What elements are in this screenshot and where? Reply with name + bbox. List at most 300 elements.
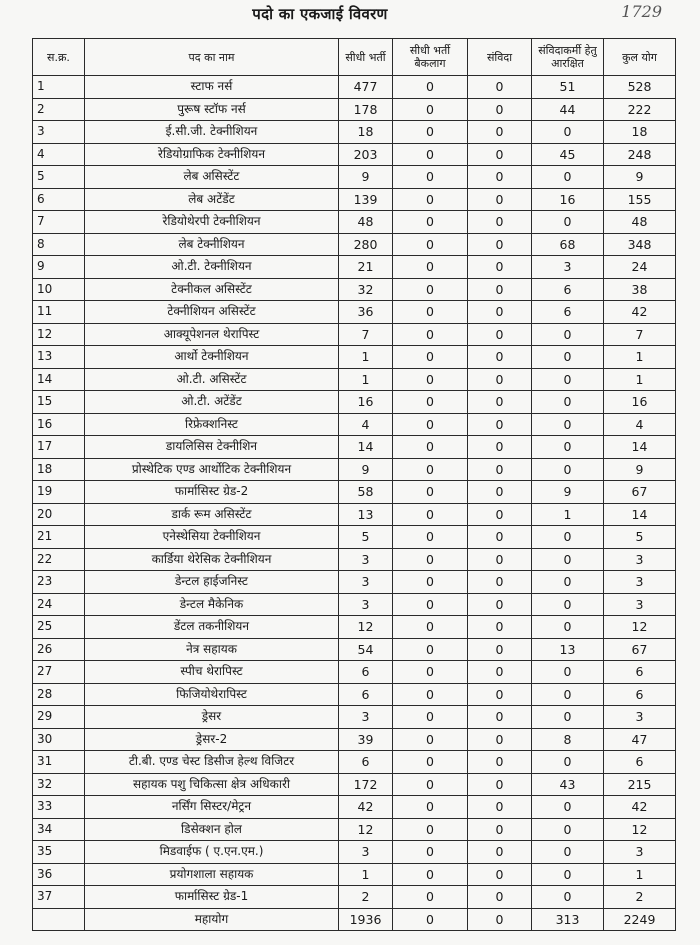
cell-direct: 54 <box>339 638 393 661</box>
cell-backlog: 0 <box>393 98 468 121</box>
cell-post-name: रेडियोथेरपी टेक्नीशियन <box>85 211 339 234</box>
cell-post-name: फिजियोथेरापिस्ट <box>85 683 339 706</box>
cell-total: 6 <box>604 683 676 706</box>
cell-reserved: 43 <box>532 773 604 796</box>
cell-direct: 2 <box>339 886 393 909</box>
cell-contract: 0 <box>468 796 532 819</box>
cell-backlog: 0 <box>393 908 468 931</box>
cell-serial: 29 <box>33 706 85 729</box>
cell-contract: 0 <box>468 728 532 751</box>
cell-post-name: ड्रेसर <box>85 706 339 729</box>
cell-total: 3 <box>604 548 676 571</box>
cell-reserved: 313 <box>532 908 604 931</box>
cell-backlog: 0 <box>393 346 468 369</box>
cell-contract: 0 <box>468 278 532 301</box>
cell-reserved: 8 <box>532 728 604 751</box>
cell-backlog: 0 <box>393 413 468 436</box>
cell-reserved: 0 <box>532 818 604 841</box>
cell-direct: 13 <box>339 503 393 526</box>
cell-reserved: 0 <box>532 346 604 369</box>
cell-post-name: पुरूष स्टॉफ नर्स <box>85 98 339 121</box>
cell-backlog: 0 <box>393 818 468 841</box>
cell-contract: 0 <box>468 211 532 234</box>
cell-total: 38 <box>604 278 676 301</box>
cell-contract: 0 <box>468 818 532 841</box>
cell-contract: 0 <box>468 503 532 526</box>
cell-reserved: 0 <box>532 548 604 571</box>
cell-direct: 178 <box>339 98 393 121</box>
cell-total: 2249 <box>604 908 676 931</box>
cell-post-name: डेन्टल हाईजनिस्ट <box>85 571 339 594</box>
cell-post-name: लेब अटेंडेंट <box>85 188 339 211</box>
cell-post-name: रिफ्रेक्शनिस्ट <box>85 413 339 436</box>
header-serial: स.क्र. <box>33 39 85 76</box>
cell-contract: 0 <box>468 593 532 616</box>
cell-serial: 12 <box>33 323 85 346</box>
cell-direct: 6 <box>339 751 393 774</box>
table-row <box>33 863 676 886</box>
cell-direct: 32 <box>339 278 393 301</box>
cell-reserved: 1 <box>532 503 604 526</box>
cell-post-name: फार्मासिस्ट ग्रेड-2 <box>85 481 339 504</box>
cell-serial: 14 <box>33 368 85 391</box>
cell-backlog: 0 <box>393 436 468 459</box>
cell-backlog: 0 <box>393 548 468 571</box>
cell-contract: 0 <box>468 458 532 481</box>
cell-contract: 0 <box>468 121 532 144</box>
cell-direct: 39 <box>339 728 393 751</box>
cell-direct: 203 <box>339 143 393 166</box>
cell-serial: 26 <box>33 638 85 661</box>
total-row <box>33 908 676 931</box>
cell-contract: 0 <box>468 166 532 189</box>
cell-post-name: टी.बी. एण्ड चेस्ट डिसीज हेल्थ विजिटर <box>85 751 339 774</box>
cell-backlog: 0 <box>393 683 468 706</box>
cell-total: 5 <box>604 526 676 549</box>
cell-reserved: 0 <box>532 436 604 459</box>
cell-reserved: 6 <box>532 301 604 324</box>
posts-summary-table <box>32 38 676 931</box>
cell-backlog: 0 <box>393 188 468 211</box>
cell-serial: 1 <box>33 76 85 99</box>
cell-direct: 12 <box>339 818 393 841</box>
table-row <box>33 773 676 796</box>
table-row <box>33 368 676 391</box>
cell-direct: 3 <box>339 571 393 594</box>
header-direct-recruitment: सीधी भर्ती <box>339 39 393 76</box>
cell-total: 7 <box>604 323 676 346</box>
cell-total: 2 <box>604 886 676 909</box>
cell-direct: 21 <box>339 256 393 279</box>
table-row <box>33 616 676 639</box>
cell-reserved: 68 <box>532 233 604 256</box>
cell-post-name: लेब असिस्टेंट <box>85 166 339 189</box>
cell-total: 14 <box>604 436 676 459</box>
cell-total: 67 <box>604 638 676 661</box>
cell-backlog: 0 <box>393 638 468 661</box>
cell-post-name: मिडवाईफ ( ए.एन.एम.) <box>85 841 339 864</box>
cell-total: 67 <box>604 481 676 504</box>
cell-reserved: 6 <box>532 278 604 301</box>
cell-post-name: टेक्नीकल असिस्टेंट <box>85 278 339 301</box>
cell-reserved: 0 <box>532 796 604 819</box>
cell-reserved: 0 <box>532 166 604 189</box>
cell-backlog: 0 <box>393 323 468 346</box>
cell-backlog: 0 <box>393 773 468 796</box>
cell-backlog: 0 <box>393 503 468 526</box>
table-row <box>33 346 676 369</box>
cell-total: 3 <box>604 571 676 594</box>
cell-direct: 42 <box>339 796 393 819</box>
cell-direct: 16 <box>339 391 393 414</box>
cell-post-name: ई.सी.जी. टेक्नीशियन <box>85 121 339 144</box>
cell-direct: 3 <box>339 841 393 864</box>
cell-backlog: 0 <box>393 211 468 234</box>
cell-total: 1 <box>604 368 676 391</box>
cell-serial: 35 <box>33 841 85 864</box>
cell-post-name: रेडियोग्राफिक टेक्नीशियन <box>85 143 339 166</box>
cell-direct: 6 <box>339 683 393 706</box>
cell-total: 18 <box>604 121 676 144</box>
cell-direct: 5 <box>339 526 393 549</box>
cell-total: 3 <box>604 706 676 729</box>
cell-direct: 172 <box>339 773 393 796</box>
table-row <box>33 886 676 909</box>
cell-serial <box>33 908 85 931</box>
cell-contract: 0 <box>468 886 532 909</box>
cell-serial: 36 <box>33 863 85 886</box>
cell-reserved: 0 <box>532 368 604 391</box>
cell-post-name: स्टाफ नर्स <box>85 76 339 99</box>
table-row <box>33 391 676 414</box>
cell-direct: 280 <box>339 233 393 256</box>
cell-reserved: 0 <box>532 413 604 436</box>
cell-contract: 0 <box>468 661 532 684</box>
cell-serial: 37 <box>33 886 85 909</box>
cell-reserved: 0 <box>532 751 604 774</box>
cell-contract: 0 <box>468 323 532 346</box>
cell-reserved: 51 <box>532 76 604 99</box>
cell-backlog: 0 <box>393 526 468 549</box>
cell-contract: 0 <box>468 143 532 166</box>
cell-contract: 0 <box>468 76 532 99</box>
cell-contract: 0 <box>468 616 532 639</box>
table-header-row <box>33 39 676 76</box>
cell-contract: 0 <box>468 638 532 661</box>
table-row <box>33 796 676 819</box>
cell-post-name: एनेस्थेसिया टेक्नीशियन <box>85 526 339 549</box>
cell-backlog: 0 <box>393 616 468 639</box>
cell-serial: 21 <box>33 526 85 549</box>
cell-direct: 36 <box>339 301 393 324</box>
cell-post-name: डेंटल तकनीशियन <box>85 616 339 639</box>
table-row <box>33 571 676 594</box>
cell-serial: 34 <box>33 818 85 841</box>
table-row <box>33 481 676 504</box>
cell-total: 3 <box>604 841 676 864</box>
cell-backlog: 0 <box>393 481 468 504</box>
cell-backlog: 0 <box>393 256 468 279</box>
header-grand-total: कुल योग <box>604 39 676 76</box>
cell-backlog: 0 <box>393 301 468 324</box>
cell-reserved: 3 <box>532 256 604 279</box>
cell-contract: 0 <box>468 706 532 729</box>
header-direct-backlog: सीधी भर्ती बैकलाग <box>393 39 468 76</box>
table-row <box>33 683 676 706</box>
total-label: महायोग <box>85 908 339 931</box>
cell-contract: 0 <box>468 571 532 594</box>
cell-contract: 0 <box>468 413 532 436</box>
cell-reserved: 0 <box>532 458 604 481</box>
cell-direct: 139 <box>339 188 393 211</box>
cell-total: 9 <box>604 458 676 481</box>
cell-backlog: 0 <box>393 661 468 684</box>
table-row <box>33 548 676 571</box>
cell-reserved: 0 <box>532 211 604 234</box>
cell-total: 6 <box>604 751 676 774</box>
cell-serial: 6 <box>33 188 85 211</box>
cell-contract: 0 <box>468 908 532 931</box>
cell-backlog: 0 <box>393 706 468 729</box>
cell-direct: 1 <box>339 863 393 886</box>
cell-direct: 9 <box>339 166 393 189</box>
cell-backlog: 0 <box>393 593 468 616</box>
cell-total: 16 <box>604 391 676 414</box>
cell-post-name: ड्रेसर-2 <box>85 728 339 751</box>
table-row <box>33 278 676 301</box>
cell-serial: 24 <box>33 593 85 616</box>
cell-total: 155 <box>604 188 676 211</box>
cell-backlog: 0 <box>393 571 468 594</box>
header-post-name: पद का नाम <box>85 39 339 76</box>
cell-direct: 58 <box>339 481 393 504</box>
cell-post-name: ओ.टी. अटेंडेंट <box>85 391 339 414</box>
cell-reserved: 0 <box>532 863 604 886</box>
table-row <box>33 818 676 841</box>
cell-reserved: 0 <box>532 841 604 864</box>
cell-contract: 0 <box>468 751 532 774</box>
table-row <box>33 593 676 616</box>
cell-total: 528 <box>604 76 676 99</box>
cell-post-name: नर्सिंग सिस्टर/मेट्रन <box>85 796 339 819</box>
cell-direct: 3 <box>339 593 393 616</box>
cell-post-name: नेत्र सहायक <box>85 638 339 661</box>
cell-contract: 0 <box>468 346 532 369</box>
cell-post-name: डेन्टल मैकेनिक <box>85 593 339 616</box>
cell-post-name: डार्क रूम असिस्टेंट <box>85 503 339 526</box>
cell-reserved: 0 <box>532 683 604 706</box>
table-row <box>33 728 676 751</box>
cell-backlog: 0 <box>393 841 468 864</box>
cell-post-name: फार्मासिस्ट ग्रेड-1 <box>85 886 339 909</box>
cell-contract: 0 <box>468 233 532 256</box>
table-row <box>33 166 676 189</box>
table-row <box>33 526 676 549</box>
cell-contract: 0 <box>468 188 532 211</box>
table-row <box>33 121 676 144</box>
table-row <box>33 458 676 481</box>
cell-reserved: 0 <box>532 661 604 684</box>
cell-backlog: 0 <box>393 278 468 301</box>
cell-serial: 22 <box>33 548 85 571</box>
cell-serial: 16 <box>33 413 85 436</box>
cell-direct: 1936 <box>339 908 393 931</box>
cell-serial: 4 <box>33 143 85 166</box>
cell-post-name: डायलिसिस टेक्नीशिन <box>85 436 339 459</box>
cell-serial: 30 <box>33 728 85 751</box>
cell-reserved: 0 <box>532 616 604 639</box>
cell-contract: 0 <box>468 548 532 571</box>
cell-post-name: आक्यूपेशनल थेरापिस्ट <box>85 323 339 346</box>
cell-serial: 8 <box>33 233 85 256</box>
cell-total: 348 <box>604 233 676 256</box>
cell-direct: 14 <box>339 436 393 459</box>
cell-serial: 10 <box>33 278 85 301</box>
cell-direct: 6 <box>339 661 393 684</box>
cell-reserved: 0 <box>532 593 604 616</box>
cell-direct: 1 <box>339 346 393 369</box>
cell-backlog: 0 <box>393 728 468 751</box>
cell-total: 6 <box>604 661 676 684</box>
cell-post-name: आर्थो टेक्नीशियन <box>85 346 339 369</box>
cell-serial: 13 <box>33 346 85 369</box>
cell-reserved: 0 <box>532 706 604 729</box>
cell-contract: 0 <box>468 436 532 459</box>
cell-contract: 0 <box>468 841 532 864</box>
header-contract: संविदा <box>468 39 532 76</box>
cell-serial: 20 <box>33 503 85 526</box>
cell-backlog: 0 <box>393 886 468 909</box>
cell-post-name: ओ.टी. असिस्टेंट <box>85 368 339 391</box>
cell-serial: 15 <box>33 391 85 414</box>
table-row <box>33 638 676 661</box>
cell-reserved: 9 <box>532 481 604 504</box>
cell-contract: 0 <box>468 526 532 549</box>
cell-contract: 0 <box>468 773 532 796</box>
cell-direct: 477 <box>339 76 393 99</box>
cell-serial: 32 <box>33 773 85 796</box>
cell-backlog: 0 <box>393 796 468 819</box>
cell-serial: 9 <box>33 256 85 279</box>
cell-total: 3 <box>604 593 676 616</box>
cell-reserved: 0 <box>532 526 604 549</box>
table-row <box>33 323 676 346</box>
cell-serial: 25 <box>33 616 85 639</box>
cell-total: 4 <box>604 413 676 436</box>
cell-direct: 7 <box>339 323 393 346</box>
cell-total: 12 <box>604 616 676 639</box>
cell-direct: 12 <box>339 616 393 639</box>
cell-total: 14 <box>604 503 676 526</box>
cell-total: 42 <box>604 301 676 324</box>
cell-contract: 0 <box>468 256 532 279</box>
cell-post-name: ओ.टी. टेक्नीशियन <box>85 256 339 279</box>
handwritten-note: 1729 <box>621 2 662 21</box>
cell-serial: 27 <box>33 661 85 684</box>
cell-serial: 18 <box>33 458 85 481</box>
cell-reserved: 0 <box>532 571 604 594</box>
cell-contract: 0 <box>468 683 532 706</box>
cell-backlog: 0 <box>393 368 468 391</box>
page-title: पदो का एकजाई विवरण <box>252 5 388 23</box>
cell-contract: 0 <box>468 301 532 324</box>
cell-serial: 31 <box>33 751 85 774</box>
cell-post-name: सहायक पशु चिकित्सा क्षेत्र अधिकारी <box>85 773 339 796</box>
cell-contract: 0 <box>468 391 532 414</box>
table-row <box>33 233 676 256</box>
cell-reserved: 0 <box>532 886 604 909</box>
cell-serial: 3 <box>33 121 85 144</box>
cell-serial: 23 <box>33 571 85 594</box>
cell-total: 24 <box>604 256 676 279</box>
cell-backlog: 0 <box>393 863 468 886</box>
cell-contract: 0 <box>468 863 532 886</box>
cell-total: 47 <box>604 728 676 751</box>
cell-reserved: 13 <box>532 638 604 661</box>
cell-reserved: 16 <box>532 188 604 211</box>
cell-contract: 0 <box>468 98 532 121</box>
table-row <box>33 301 676 324</box>
cell-serial: 28 <box>33 683 85 706</box>
cell-post-name: प्रयोगशाला सहायक <box>85 863 339 886</box>
table-row <box>33 436 676 459</box>
cell-serial: 2 <box>33 98 85 121</box>
cell-total: 1 <box>604 863 676 886</box>
table-row <box>33 503 676 526</box>
cell-total: 248 <box>604 143 676 166</box>
cell-serial: 19 <box>33 481 85 504</box>
cell-direct: 3 <box>339 548 393 571</box>
cell-total: 1 <box>604 346 676 369</box>
cell-reserved: 0 <box>532 391 604 414</box>
cell-total: 9 <box>604 166 676 189</box>
cell-reserved: 44 <box>532 98 604 121</box>
cell-direct: 9 <box>339 458 393 481</box>
cell-total: 12 <box>604 818 676 841</box>
cell-total: 222 <box>604 98 676 121</box>
cell-serial: 33 <box>33 796 85 819</box>
cell-direct: 48 <box>339 211 393 234</box>
cell-post-name: प्रोस्थेटिक एण्ड आर्थोटिक टेक्नीशियन <box>85 458 339 481</box>
table-row <box>33 188 676 211</box>
table-row <box>33 751 676 774</box>
table-row <box>33 706 676 729</box>
table-row <box>33 661 676 684</box>
cell-post-name: स्पीच थेरापिस्ट <box>85 661 339 684</box>
header-reserved-contract: संविदाकर्मी हेतु आरक्षित <box>532 39 604 76</box>
cell-post-name: लेब टेक्नीशियन <box>85 233 339 256</box>
cell-reserved: 0 <box>532 121 604 144</box>
cell-direct: 1 <box>339 368 393 391</box>
cell-total: 215 <box>604 773 676 796</box>
cell-backlog: 0 <box>393 751 468 774</box>
cell-backlog: 0 <box>393 166 468 189</box>
cell-backlog: 0 <box>393 121 468 144</box>
table-row <box>33 256 676 279</box>
cell-total: 48 <box>604 211 676 234</box>
cell-reserved: 45 <box>532 143 604 166</box>
cell-backlog: 0 <box>393 143 468 166</box>
cell-post-name: कार्डिया थेरेसिक टेक्नीशियन <box>85 548 339 571</box>
cell-backlog: 0 <box>393 458 468 481</box>
cell-reserved: 0 <box>532 323 604 346</box>
cell-serial: 7 <box>33 211 85 234</box>
cell-total: 42 <box>604 796 676 819</box>
table-row <box>33 143 676 166</box>
cell-serial: 17 <box>33 436 85 459</box>
cell-contract: 0 <box>468 481 532 504</box>
cell-serial: 5 <box>33 166 85 189</box>
